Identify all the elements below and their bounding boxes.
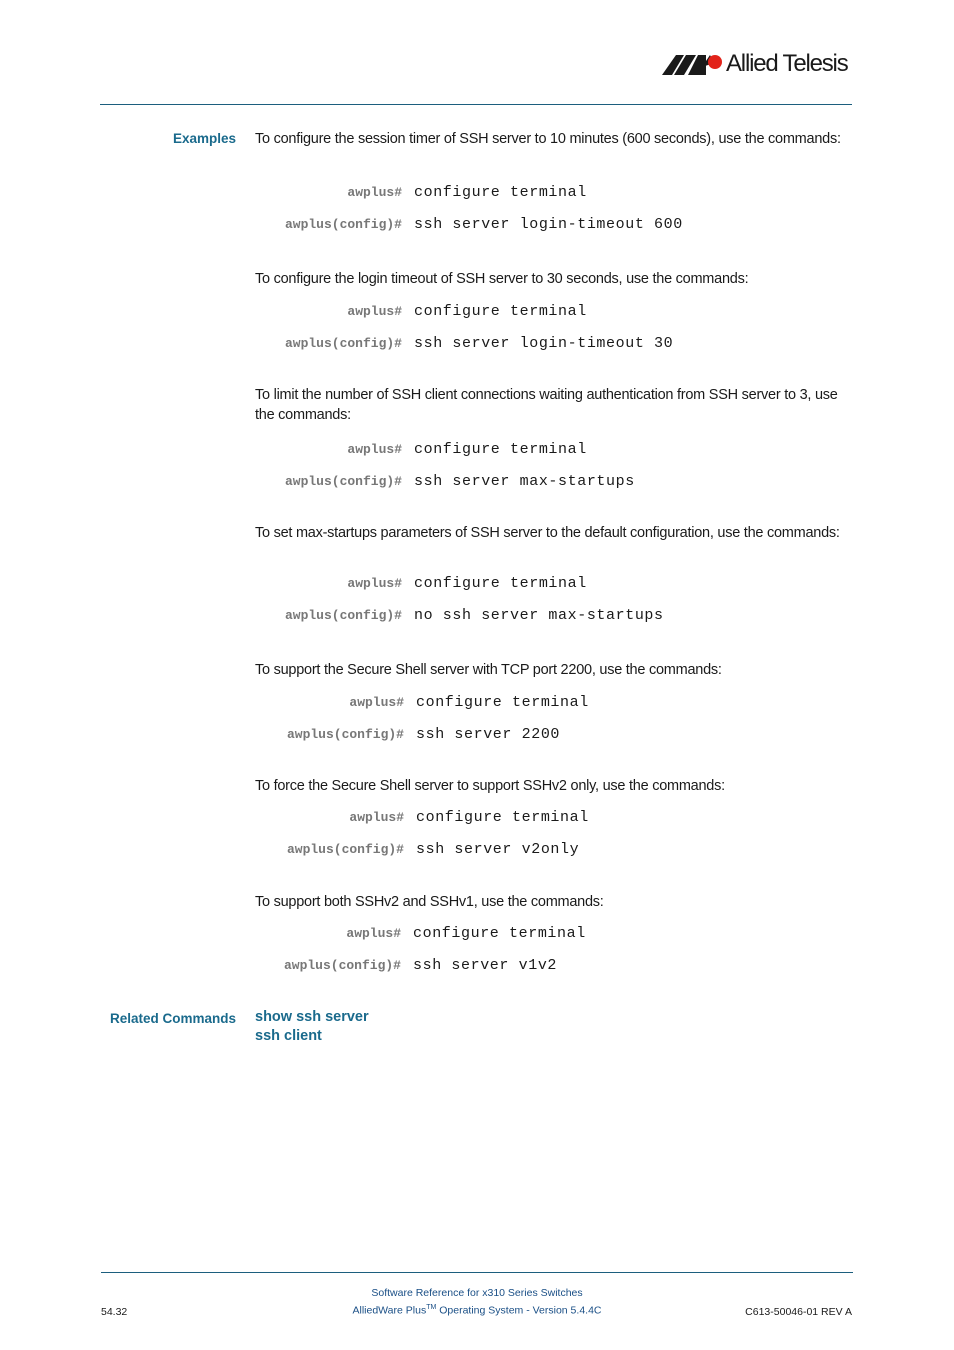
command-text: ssh server v1v2 — [413, 957, 558, 974]
command-prompt: awplus# — [349, 810, 404, 825]
command-line — [0, 809, 954, 829]
link-ssh-client[interactable]: ssh client — [255, 1028, 322, 1044]
example-description: To support both SSHv2 and SSHv1, use the commands: — [255, 894, 604, 910]
example-description: To force the Secure Shell server to support SSHv2 only, use the commands: — [255, 778, 725, 794]
example-description: To set max-startups parameters of SSH server to the default configuration, use the commands: — [255, 525, 840, 541]
footer-trademark: TM — [426, 1304, 437, 1311]
command-prompt: awplus(config)# — [284, 474, 402, 489]
command-text: configure terminal — [416, 694, 589, 711]
example-description: To configure the session timer of SSH server to 10 minutes (600 seconds), use the commands: — [255, 131, 841, 147]
command-prompt: awplus# — [347, 576, 402, 591]
command-text: ssh server max-startups — [414, 473, 635, 490]
command-line — [0, 184, 954, 204]
footer-page-number: 54.32 — [101, 1306, 128, 1318]
example-description: To configure the login timeout of SSH server to 30 seconds, use the commands: — [255, 271, 749, 287]
command-prompt: awplus(config)# — [283, 958, 401, 973]
footer-document-title: Software Reference for x310 Series Switches — [371, 1287, 583, 1299]
footer-os-version: Operating System - Version 5.4.4C — [439, 1304, 602, 1317]
command-line — [0, 303, 954, 323]
command-prompt: awplus# — [347, 442, 402, 457]
command-text: ssh server login-timeout 30 — [414, 335, 674, 352]
command-text: configure terminal — [414, 575, 587, 592]
allied-telesis-logo — [662, 50, 854, 80]
command-text: configure terminal — [413, 925, 586, 942]
command-prompt: awplus# — [349, 695, 404, 710]
command-text: configure terminal — [414, 441, 587, 458]
example-description: To support the Secure Shell server with TCP port 2200, use the commands: — [255, 662, 722, 678]
command-prompt: awplus# — [347, 304, 402, 319]
command-line — [0, 694, 954, 714]
command-line — [0, 441, 954, 461]
command-line — [0, 216, 954, 236]
command-line — [0, 925, 954, 945]
footer-doc-id: C613-50046-01 REV A — [745, 1306, 852, 1318]
command-text: ssh server login-timeout 600 — [414, 216, 683, 233]
logo-mark-icon — [662, 53, 722, 75]
command-text: configure terminal — [414, 303, 587, 320]
logo-text: Allied Telesis — [726, 50, 848, 77]
related-commands-heading: Related Commands — [109, 1011, 236, 1026]
link-show-ssh-server[interactable]: show ssh server — [255, 1009, 369, 1025]
command-line — [0, 957, 954, 977]
footer-divider — [101, 1272, 853, 1273]
command-line — [0, 607, 954, 627]
command-text: configure terminal — [414, 184, 587, 201]
command-prompt: awplus(config)# — [284, 217, 402, 232]
command-text: no ssh server max-startups — [414, 607, 664, 624]
command-text: ssh server v2only — [416, 841, 580, 858]
command-prompt: awplus(config)# — [286, 842, 404, 857]
header-divider — [100, 104, 852, 105]
command-prompt: awplus(config)# — [284, 608, 402, 623]
command-prompt: awplus# — [346, 926, 401, 941]
command-prompt: awplus(config)# — [286, 727, 404, 742]
command-prompt: awplus# — [347, 185, 402, 200]
examples-heading: Examples — [172, 131, 236, 146]
command-line — [0, 575, 954, 595]
footer-product: AlliedWare Plus — [352, 1304, 427, 1317]
command-text: ssh server 2200 — [416, 726, 561, 743]
footer-product-line — [277, 1304, 677, 1317]
command-line — [0, 841, 954, 861]
command-prompt: awplus(config)# — [284, 336, 402, 351]
command-line — [0, 726, 954, 746]
command-line — [0, 473, 954, 493]
example-description: To limit the number of SSH client connections waiting authentication from SSH server to 3, use the commands: — [255, 387, 838, 423]
command-line — [0, 335, 954, 355]
command-text: configure terminal — [416, 809, 589, 826]
